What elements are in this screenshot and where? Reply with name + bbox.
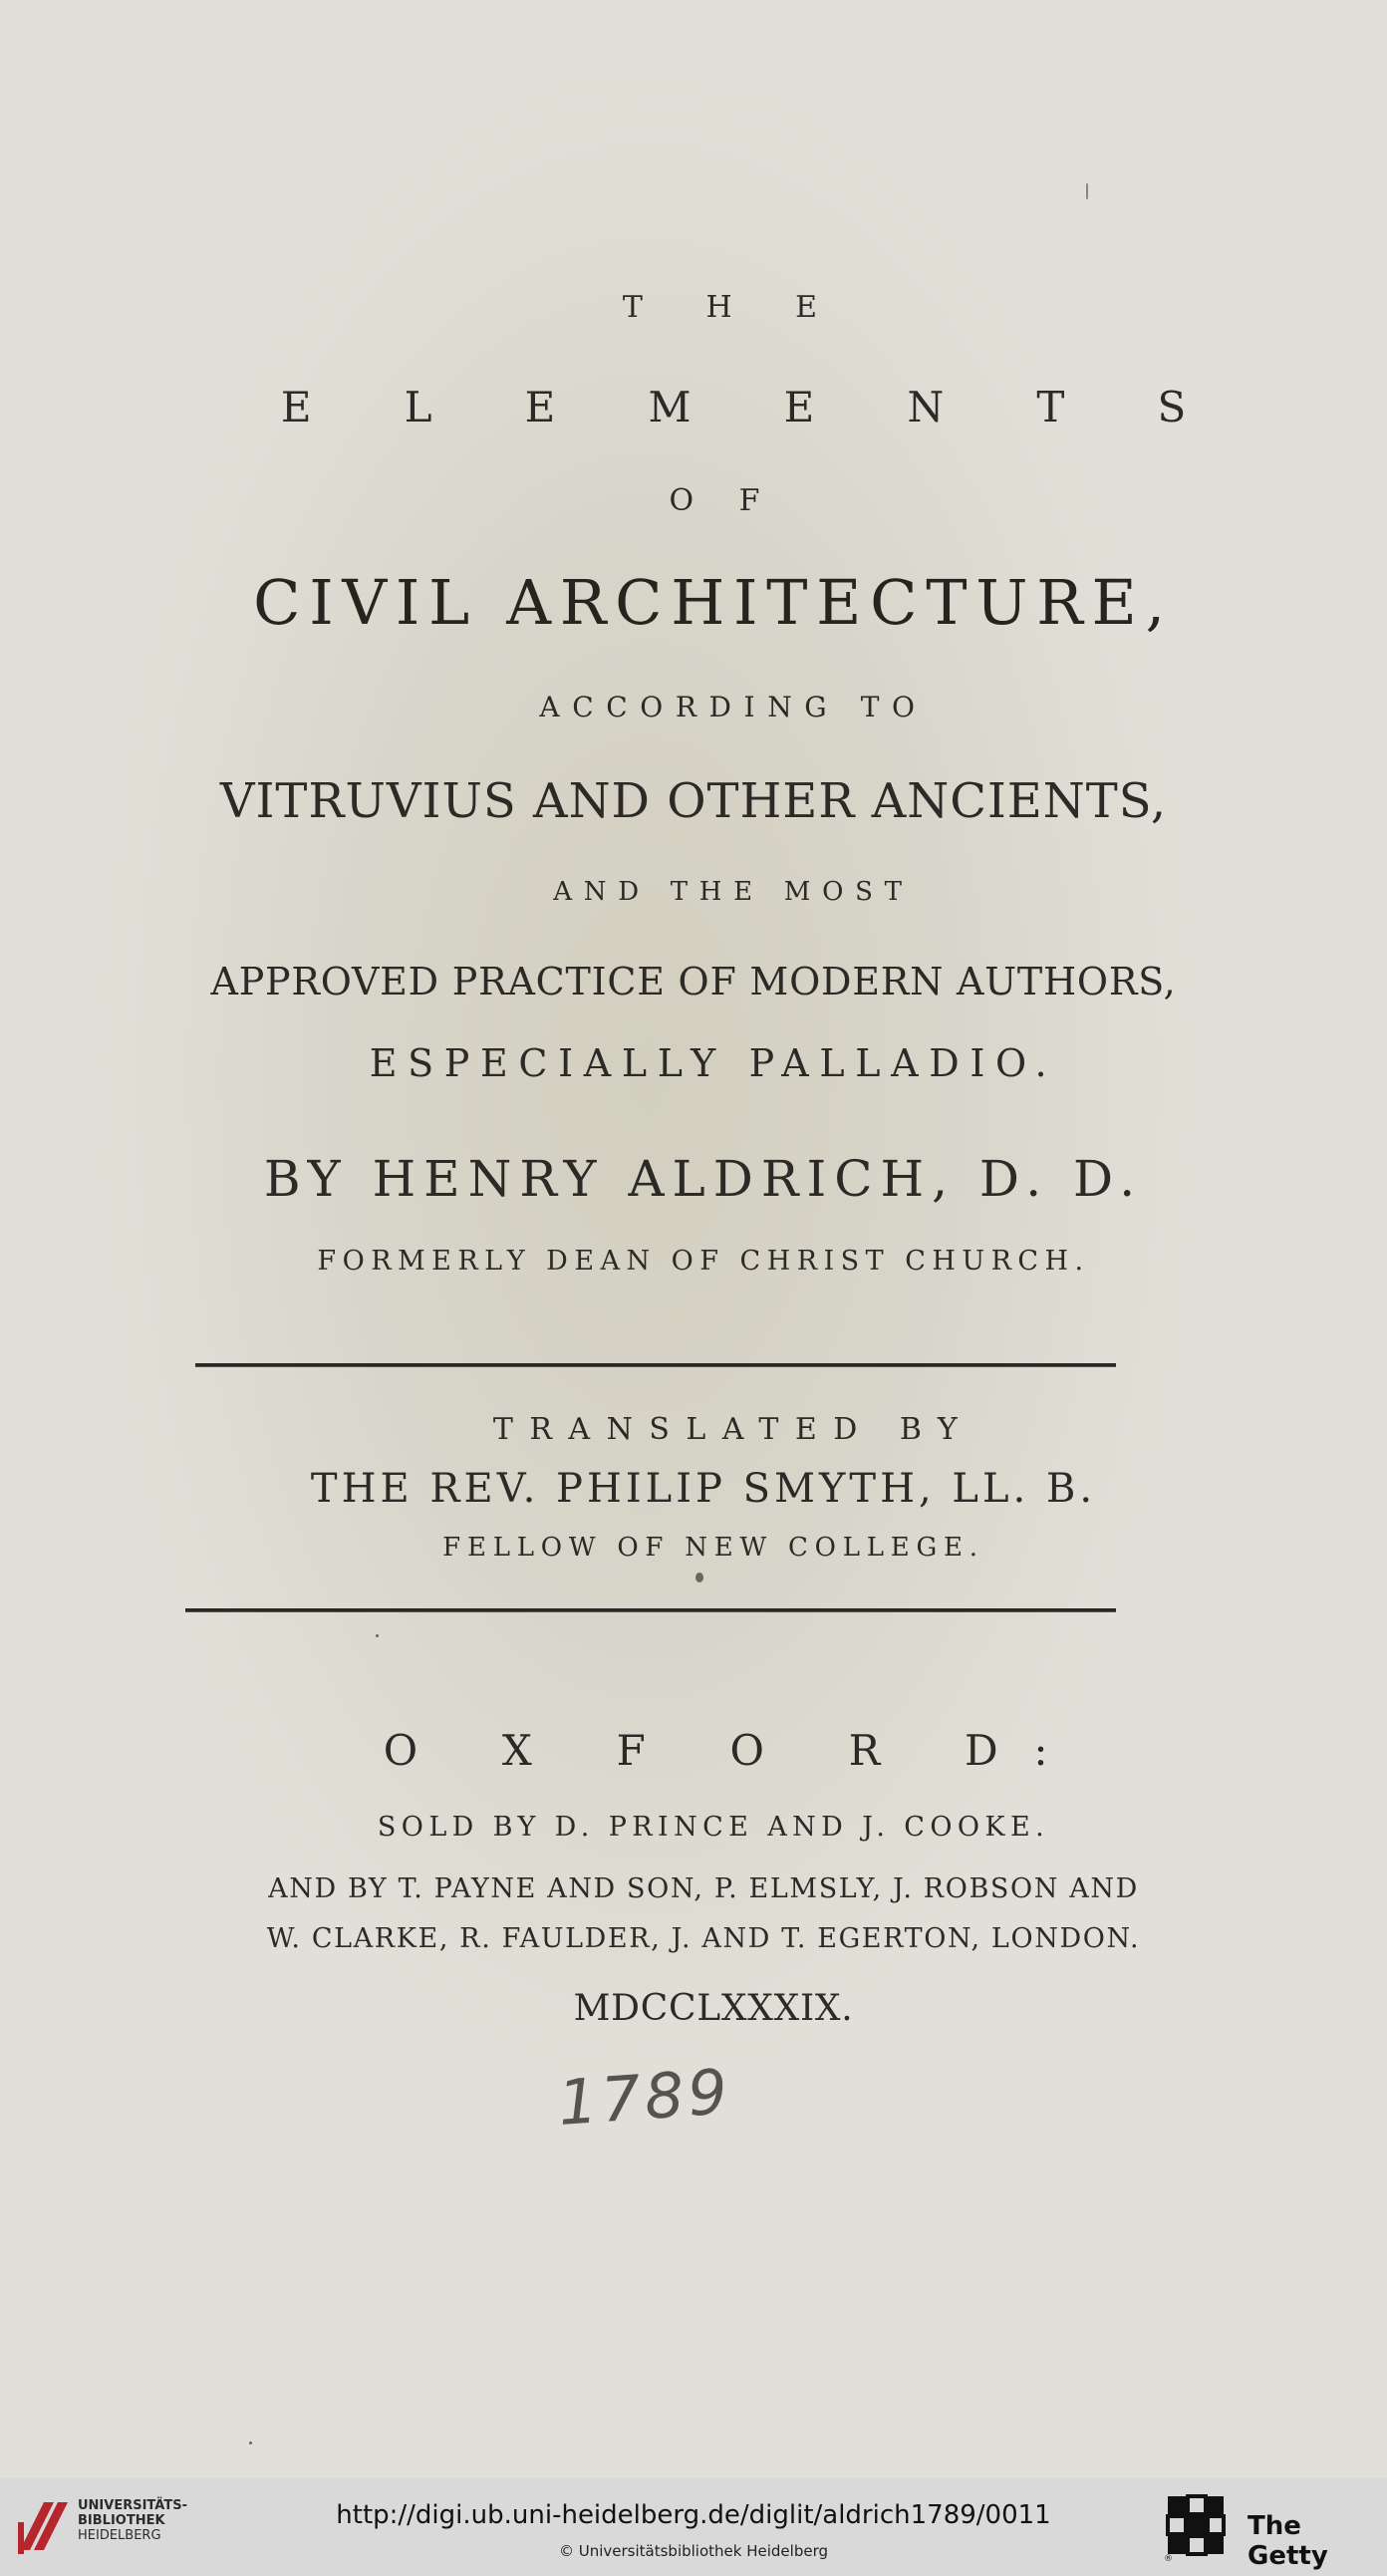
library-name-line2: BIBLIOTHEK — [78, 2513, 165, 2528]
partner-name: The Getty — [1248, 2511, 1328, 2571]
title-elements: E L E M E N T S — [280, 383, 1227, 431]
year-roman: MDCCLXXXIX. — [573, 1988, 854, 2029]
translated-by: TRANSLATED BY — [492, 1412, 974, 1447]
clarke-line: W. CLARKE, R. FAULDER, J. AND T. EGERTON, LONDON. — [266, 1923, 1141, 1954]
registered-mark: ® — [1164, 2554, 1173, 2564]
library-name-line3: HEIDELBERG — [78, 2528, 161, 2543]
and-the-most: AND THE MOST — [553, 877, 914, 907]
ink-speck — [695, 1573, 703, 1582]
viewer-footer — [0, 2478, 1387, 2576]
title-of: O F — [669, 483, 778, 518]
copyright-notice: © Universitätsbibliothek Heidelberg — [558, 2542, 828, 2560]
vitruvius-line: VITRUVIUS AND OTHER ANCIENTS, — [219, 773, 1168, 829]
divider-rule-bottom — [185, 1608, 1116, 1612]
title-the: T H E — [622, 290, 845, 325]
main-title: CIVIL ARCHITECTURE, — [253, 566, 1174, 639]
author-title: FORMERLY DEAN OF CHRIST CHURCH. — [317, 1246, 1090, 1277]
translator-title: FELLOW OF NEW COLLEGE. — [442, 1533, 984, 1563]
ink-speck — [376, 1634, 379, 1637]
translator-line: THE REV. PHILIP SMYTH, LL. B. — [310, 1466, 1097, 1512]
and-by-line: AND BY T. PAYNE AND SON, P. ELMSLY, J. ROBSON AND — [268, 1873, 1139, 1904]
handwritten-year: 1789 — [555, 2055, 734, 2140]
ink-speck — [1086, 183, 1088, 199]
permalink-url[interactable]: http://digi.ub.uni-heidelberg.de/diglit/aldrich1789/0011 — [336, 2500, 1051, 2530]
according-to: ACCORDING TO — [539, 691, 928, 723]
getty-logo-icon — [1166, 2494, 1226, 2558]
especially-palladio: ESPECIALLY PALLADIO. — [369, 1041, 1058, 1085]
library-name-line1: UNIVERSITÄTS- — [78, 2498, 187, 2513]
imprint-place: O X F O R D: — [383, 1726, 1084, 1775]
approved-practice: APPROVED PRACTICE OF MODERN AUTHORS, — [210, 960, 1177, 1003]
divider-rule-top — [195, 1363, 1116, 1367]
ink-speck — [249, 2441, 252, 2444]
author-line: BY HENRY ALDRICH, D. D. — [263, 1150, 1144, 1208]
sold-by: SOLD BY D. PRINCE AND J. COOKE. — [377, 1812, 1050, 1843]
